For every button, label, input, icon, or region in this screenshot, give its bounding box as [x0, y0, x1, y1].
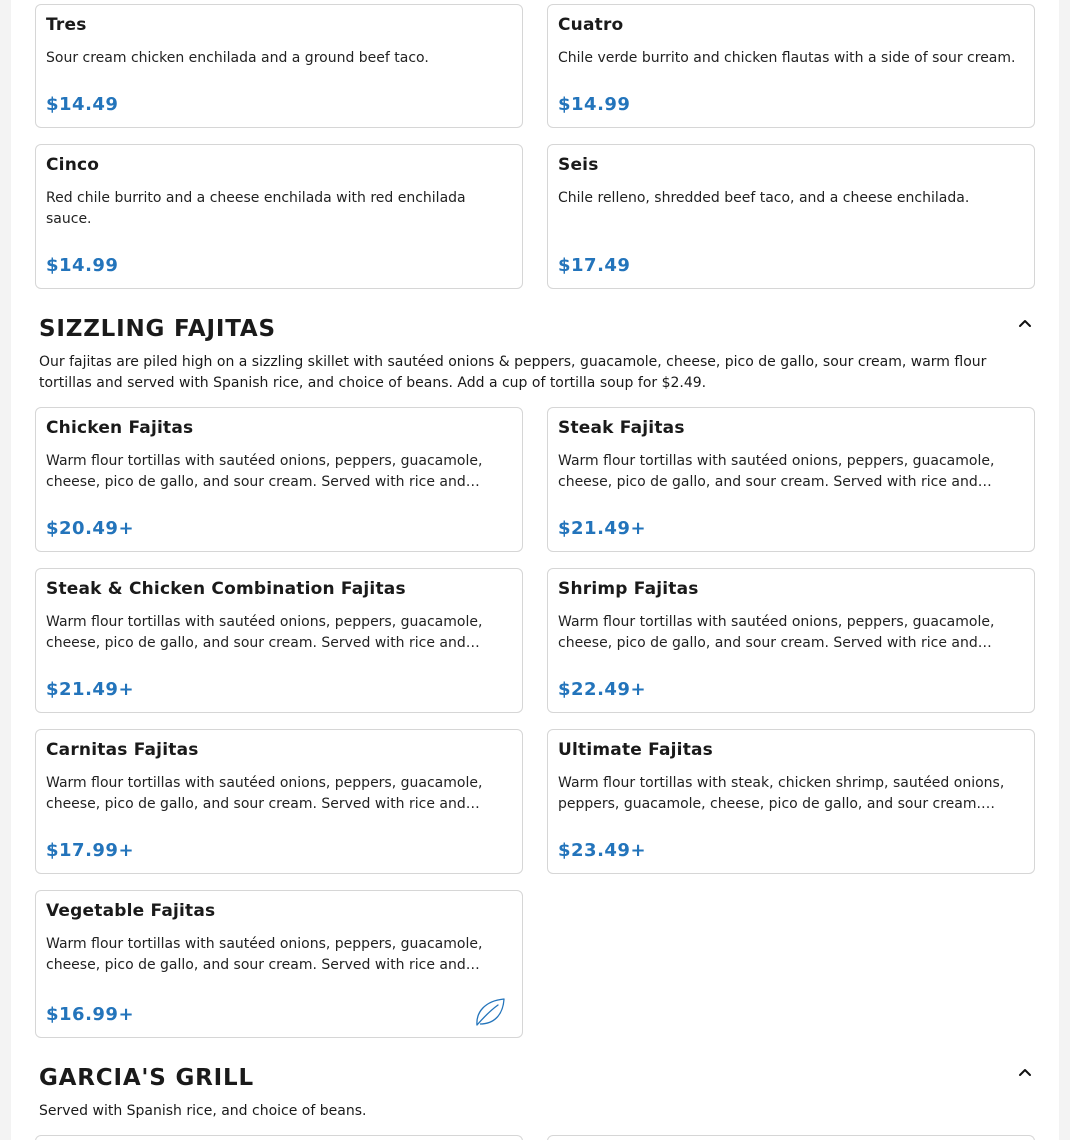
vegetarian-leaf-icon: [474, 997, 506, 1027]
menu-item-card[interactable]: [547, 4, 1035, 128]
item-name: Cuatro: [558, 15, 624, 35]
menu-item-card[interactable]: [35, 407, 523, 552]
item-description: Warm flour tortillas with sautéed onions, peppers, guacamole, cheese, pico de gallo, and sour cream. Served with rice and…: [558, 453, 995, 490]
item-price: $14.49: [46, 94, 119, 115]
item-name: Carnitas Fajitas: [46, 740, 199, 760]
menu-item-card[interactable]: [547, 407, 1035, 552]
menu-item-card[interactable]: [547, 1135, 1035, 1140]
section-title-grill: GARCIA'S GRILL: [39, 1065, 254, 1091]
item-description: Warm flour tortillas with steak, chicken shrimp, sautéed onions, peppers, guacamole, cheese, pico de gallo, and sour cream.…: [558, 775, 1005, 812]
menu-item-card[interactable]: [35, 1135, 523, 1140]
chevron-up-icon[interactable]: [1015, 313, 1035, 333]
item-description: Red chile burrito and a cheese enchilada with red enchilada sauce.: [46, 190, 466, 227]
item-name: Steak & Chicken Combination Fajitas: [46, 579, 406, 599]
item-name: Shrimp Fajitas: [558, 579, 699, 599]
item-price: $23.49+: [558, 840, 647, 861]
item-name: Steak Fajitas: [558, 418, 685, 438]
item-description: Sour cream chicken enchilada and a ground beef taco.: [46, 50, 429, 66]
item-price: $20.49+: [46, 518, 135, 539]
item-price: $16.99+: [46, 1004, 135, 1025]
menu-item-card[interactable]: [547, 729, 1035, 874]
item-name: Tres: [46, 15, 87, 35]
item-name: Ultimate Fajitas: [558, 740, 714, 760]
section-title-fajitas: SIZZLING FAJITAS: [39, 316, 276, 342]
menu-page: [11, 0, 1059, 1140]
item-description: Chile verde burrito and chicken flautas with a side of sour cream.: [558, 50, 1016, 66]
chevron-up-icon[interactable]: [1015, 1062, 1035, 1082]
item-description: Chile relleno, shredded beef taco, and a cheese enchilada.: [558, 190, 970, 206]
item-description: Warm flour tortillas with sautéed onions, peppers, guacamole, cheese, pico de gallo, and sour cream. Served with rice and…: [46, 936, 483, 973]
item-price: $21.49+: [558, 518, 647, 539]
item-price: $14.99: [558, 94, 631, 115]
menu-item-card[interactable]: [35, 144, 523, 289]
item-price: $22.49+: [558, 679, 647, 700]
item-price: $17.99+: [46, 840, 135, 861]
item-price: $14.99: [46, 255, 119, 276]
section-description-grill: Served with Spanish rice, and choice of beans.: [39, 1103, 367, 1119]
item-description: Warm flour tortillas with sautéed onions, peppers, guacamole, cheese, pico de gallo, and sour cream. Served with rice and…: [558, 614, 995, 651]
menu-item-card[interactable]: [35, 890, 523, 1038]
menu-item-card[interactable]: [35, 4, 523, 128]
item-price: $21.49+: [46, 679, 135, 700]
menu-item-card[interactable]: [547, 568, 1035, 713]
menu-item-card[interactable]: [547, 144, 1035, 289]
item-description: Warm flour tortillas with sautéed onions, peppers, guacamole, cheese, pico de gallo, and sour cream. Served with rice and…: [46, 614, 483, 651]
section-description-fajitas: Our fajitas are piled high on a sizzling skillet with sautéed onions & peppers, guacamole, cheese, pico de gallo, sour cream, warm flour tortillas and served with Spanish rice, and choice of beans. Add a cup of tortilla soup for $2.49.: [39, 354, 987, 391]
item-description: Warm flour tortillas with sautéed onions, peppers, guacamole, cheese, pico de gallo, and sour cream. Served with rice and…: [46, 775, 483, 812]
item-description: Warm flour tortillas with sautéed onions, peppers, guacamole, cheese, pico de gallo, and sour cream. Served with rice and…: [46, 453, 483, 490]
item-name: Vegetable Fajitas: [46, 901, 216, 921]
item-price: $17.49: [558, 255, 631, 276]
item-name: Chicken Fajitas: [46, 418, 194, 438]
menu-item-card[interactable]: [35, 568, 523, 713]
item-name: Seis: [558, 155, 599, 175]
item-name: Cinco: [46, 155, 100, 175]
menu-item-card[interactable]: [35, 729, 523, 874]
